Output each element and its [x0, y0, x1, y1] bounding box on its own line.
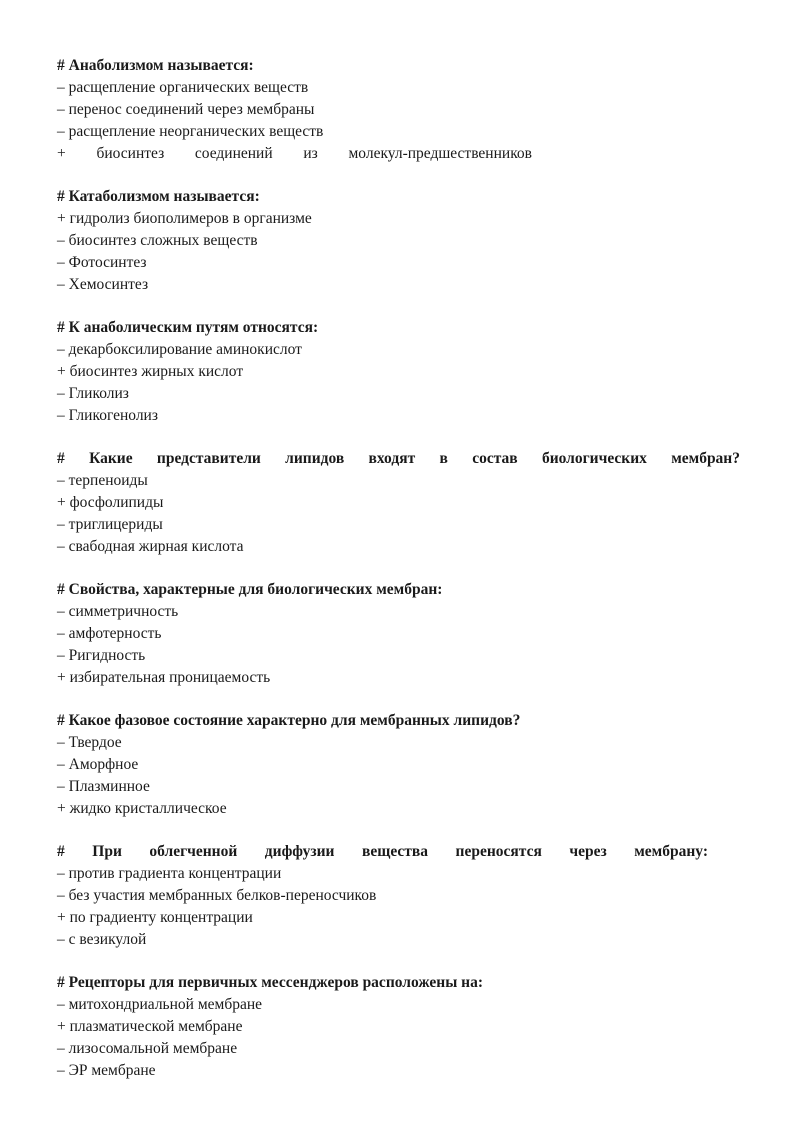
answer-option-correct: + жидко кристаллическое — [57, 800, 227, 817]
answer-option: – амфотерность — [57, 625, 162, 642]
answer-option-correct: + гидролиз биополимеров в организме — [57, 210, 312, 227]
question-block — [57, 55, 740, 165]
question-heading: # К анаболическим путям относятся: — [57, 319, 319, 336]
answer-option: – свабодная жирная кислота — [57, 538, 244, 555]
answer-option-correct: + биосинтез жирных кислот — [57, 363, 244, 380]
question-heading: # Какие представители липидов входят в состав биологических мембран? — [57, 450, 740, 467]
answer-option: – триглицериды — [57, 516, 163, 533]
answer-option: – перенос соединений через мембраны — [57, 101, 315, 118]
answer-option-correct: + избирательная проницаемость — [57, 669, 271, 686]
answer-option: – Ригидность — [57, 647, 146, 664]
answer-option-correct: + плазматической мембране — [57, 1018, 243, 1035]
answer-option: – расщепление неорганических веществ — [57, 123, 324, 140]
answer-option: – Плазминное — [57, 778, 150, 795]
answer-option: – ЭР мембране — [57, 1062, 156, 1079]
answer-option-correct: + биосинтез соединений из молекул-предшественников — [57, 145, 532, 162]
question-heading: # Катаболизмом называется: — [57, 188, 260, 205]
question-heading: # Рецепторы для первичных мессенджеров расположены на: — [57, 974, 484, 991]
question-block — [57, 186, 740, 296]
question-block — [57, 317, 740, 427]
answer-option: – декарбоксилирование аминокислот — [57, 341, 302, 358]
answer-option: – Гликогенолиз — [57, 407, 158, 424]
answer-option: – лизосомальной мембране — [57, 1040, 238, 1057]
answer-option: – Гликолиз — [57, 385, 129, 402]
answer-option: – с везикулой — [57, 931, 147, 948]
question-block — [57, 710, 740, 820]
answer-option: – без участия мембранных белков-переносчиков — [57, 887, 377, 904]
answer-option: – против градиента концентрации — [57, 865, 282, 882]
answer-option: – биосинтез сложных веществ — [57, 232, 258, 249]
answer-option: – симметричность — [57, 603, 179, 620]
answer-option: – расщепление органических веществ — [57, 79, 309, 96]
question-block — [57, 841, 740, 951]
question-heading: # Какое фазовое состояние характерно для мембранных липидов? — [57, 712, 521, 729]
answer-option: – Твердое — [57, 734, 122, 751]
answer-option: – терпеноиды — [57, 472, 148, 489]
question-heading: # При облегченной диффузии вещества переносятся через мембрану: — [57, 843, 708, 860]
question-block — [57, 448, 740, 558]
answer-option: – митохондриальной мембране — [57, 996, 263, 1013]
answer-option-correct: + по градиенту концентрации — [57, 909, 253, 926]
answer-option: – Фотосинтез — [57, 254, 147, 271]
question-heading: # Анаболизмом называется: — [57, 57, 254, 74]
answer-option: – Хемосинтез — [57, 276, 149, 293]
answer-option-correct: + фосфолипиды — [57, 494, 164, 511]
question-heading: # Свойства, характерные для биологических мембран: — [57, 581, 443, 598]
question-block — [57, 579, 740, 689]
question-block — [57, 972, 740, 1082]
answer-option: – Аморфное — [57, 756, 139, 773]
